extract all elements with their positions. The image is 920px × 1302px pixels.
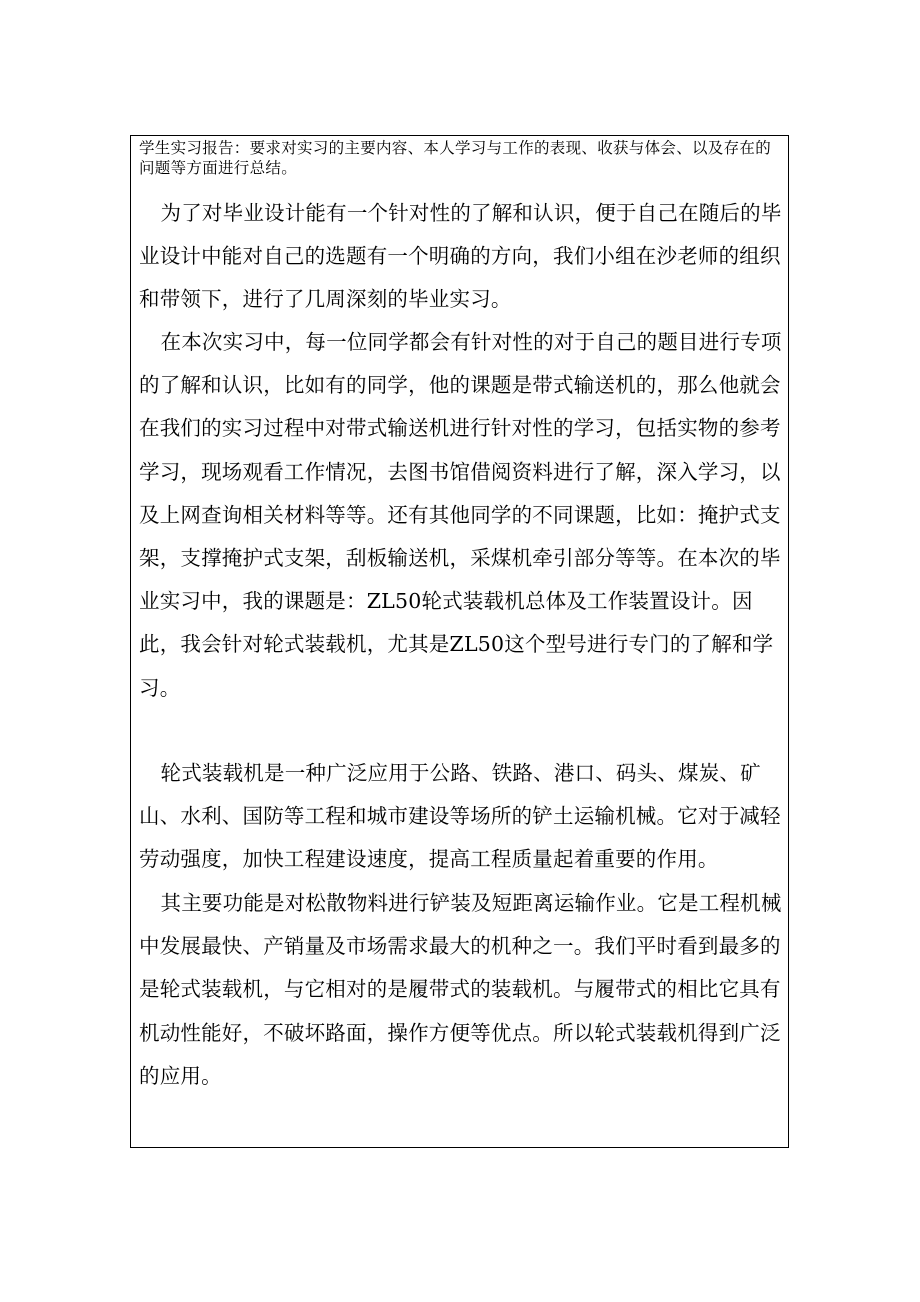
paragraph-4: 其主要功能是对松散物料进行铲装及短距离运输作业。它是工程机械中发展最快、产销量及市场需求最大的机种之一。我们平时看到最多的是轮式装载机，与它相对的是履带式的装载机。与履带式的相比它具有机动性能好，不破坏路面，操作方便等优点。所以轮式装载机得到广泛的应用。	[139, 891, 782, 1088]
report-box	[130, 135, 789, 1148]
paragraph-1: 为了对毕业设计能有一个针对性的了解和认识，便于自己在随后的毕业设计中能对自己的选题有一个明确的方向，我们小组在沙老师的组织和带领下，进行了几周深刻的毕业实习。	[139, 201, 782, 312]
paragraph-2: 在本次实习中，每一位同学都会有针对性的对于自己的题目进行专项的了解和认识，比如有的同学，他的课题是带式输送机的，那么他就会在我们的实习过程中对带式输送机进行针对性的学习，包括实物的参考学习，现场观看工作情况，去图书馆借阅资料进行了解，深入学习，以及上网查询相关材料等等。还有其他同学的不同课题，比如：掩护式支架，支撑掩护式支架，刮板输送机，采煤机牵引部分等等。在本次的毕业实习中，我的课题是：ZL50轮式装载机总体及工作装置设计。因此，我会针对轮式装载机，尤其是ZL50这个型号进行专门的了解和学习。	[139, 330, 782, 700]
paragraph-3: 轮式装载机是一种广泛应用于公路、铁路、港口、码头、煤炭、矿山、水利、国防等工程和城市建设等场所的铲土运输机械。它对于减轻劳动强度，加快工程建设速度，提高工程质量起着重要的作用。	[139, 761, 781, 872]
report-instruction: 学生实习报告：要求对实习的主要内容、本人学习与工作的表现、收获与体会、以及存在的问题等方面进行总结。	[139, 139, 772, 177]
